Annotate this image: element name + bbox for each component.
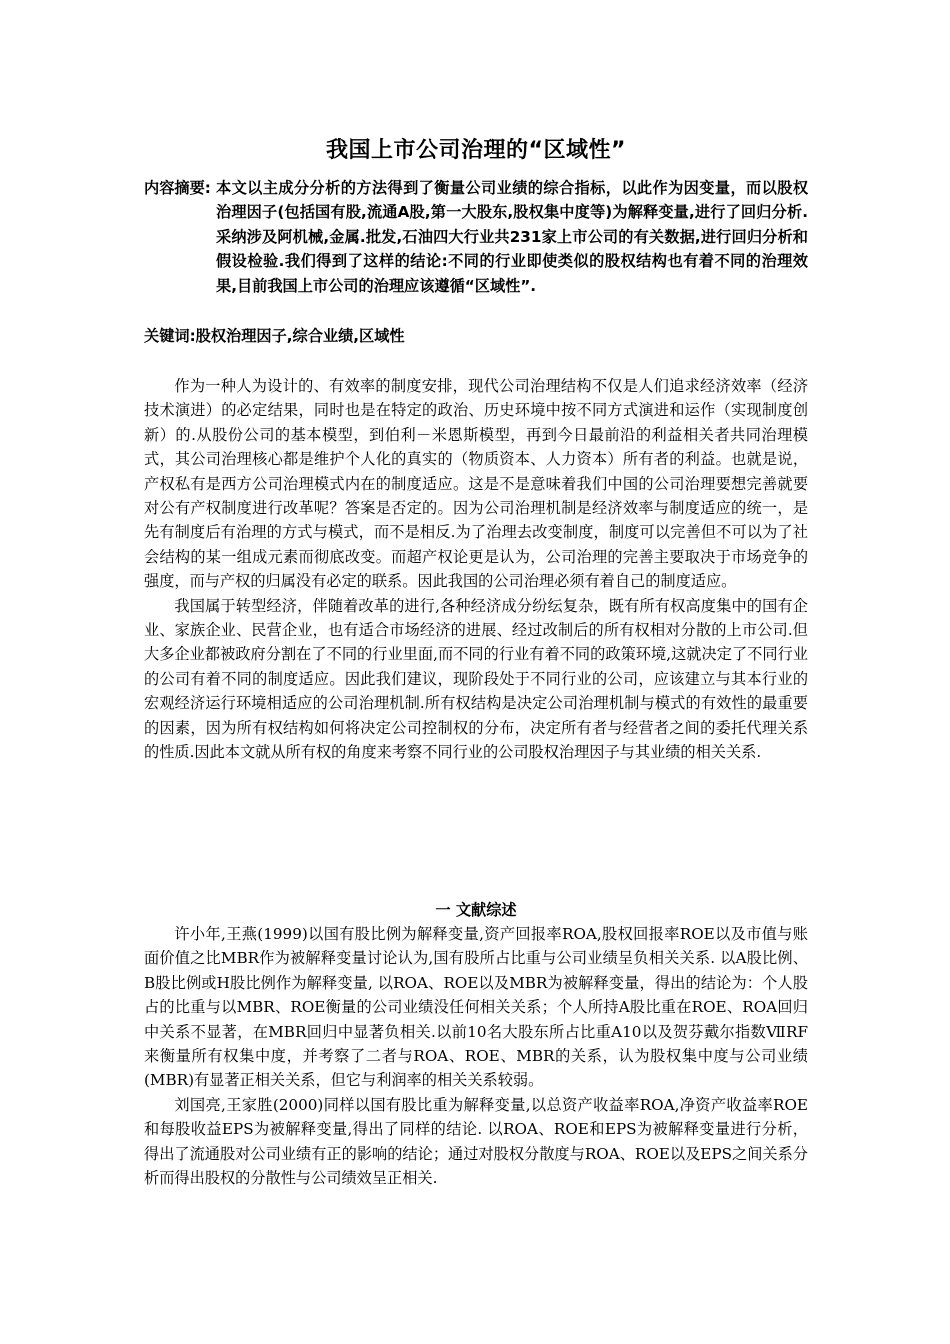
document-title: 我国上市公司治理的“区域性” [326,138,626,163]
abstract-text: 本文以主成分分析的方法得到了衡量公司业绩的综合指标，以此作为因变量，而以股权治理因子(包括国有股,流通A股,第一大股东,股权集中度等)为解释变量,进行了回归分析.采纳涉及阿机械,金属.批发,石油四大行业共231家上市公司的有关数据,进行回归分析和假设检验.我们得到了这样的结论:不同的行业即使类似的股权结构也有着不同的治理效果,目前我国上市公司的治理应该遵循“区域性”. [216,179,808,295]
literature-review-section [144,922,808,1190]
review-paragraph-1: 许小年,王燕(1999)以国有股比例为解释变量,资产回报率ROA,股权回报率ROE以及市值与账面价值之比MBR作为被解释变量讨论认为,国有股所占比重与公司业绩呈负相关关系. 以A股比例、B股比例或H股比例作为解释变量, 以ROA、ROE以及MBR为被解释变量，得出的结论为：个人股占的比重与以MBR、ROE衡量的公司业绩没任何相关关系；个人所持A股比重在ROE、ROA回归中关系不显著，在MBR回归中显著负相关.以前10名大股东所占比重A10以及贺芬戴尔指数ⅦRF来衡量所有权集中度，并考察了二者与ROA、ROE、MBR的关系，认为股权集中度与公司业绩(MBR)有显著正相关关系，但它与利润率的相关关系较弱。 [144,925,808,1090]
keywords-text: 股权治理因子,综合业绩,区域性 [195,327,405,345]
abstract-label: 内容摘要: [144,179,211,197]
section-heading-literature-review: 一 文献综述 [435,901,517,919]
keywords-label: 关键词: [144,327,196,345]
keywords [144,324,808,348]
intro-paragraph-2: 我国属于转型经济，伴随着改革的进行,各种经济成分纷纭复杂，既有所有权高度集中的国有企业、家族企业、民营企业，也有适合市场经济的进展、经过改制后的所有权相对分散的上市公司.但大多企业都被政府分割在了不同的行业里面,而不同的行业有着不同的政策环境,这就决定了不同行业的公司有着不同的制度适应。因此我们建议，现阶段处于不同行业的公司，应该建立与其本行业的宏观经济运行环境相适应的公司治理机制.所有权结构是决定公司治理机制与模式的有效性的最重要的因素，因为所有权结构如何将决定公司控制权的分布，决定所有者与经营者之间的委托代理关系的性质.因此本文就从所有权的角度来考察不同行业的公司股权治理因子与其业绩的相关关系. [144,596,808,762]
review-paragraph-2: 刘国亮,王家胜(2000)同样以国有股比重为解释变量,以总资产收益率ROA,净资产收益率ROE和每股收益EPS为被解释变量,得出了同样的结论. 以ROA、ROE和EPS为被解释变量进行分析，得出了流通股对公司业绩有正的影响的结论；通过对股权分散度与ROA、ROE以及EPS之间关系分析而得出股权的分散性与公司绩效呈正相关. [144,1095,808,1188]
intro-section [144,374,808,765]
abstract [144,176,808,298]
intro-paragraph-1: 作为一种人为设计的、有效率的制度安排，现代公司治理结构不仅是人们追求经济效率（经济技术演进）的必定结果，同时也是在特定的政治、历史环境中按不同方式演进和运作（实现制度创新）的.从股份公司的基本模型，到伯利－米恩斯模型，再到今日最前沿的利益相关者共同治理模式，其公司治理核心都是维护个人化的真实的（物质资本、人力资本）所有者的利益。也就是说，产权私有是西方公司治理模式内在的制度适应。这是不是意味着我们中国的公司治理要想完善就要对公有产权制度进行改革呢？答案是否定的。因为公司治理机制是经济效率与制度适应的统一，是先有制度后有治理的方式与模式，而不是相反.为了治理去改变制度，制度可以完善但不可以为了社会结构的某一组成元素而彻底改变。而超产权论更是认为，公司治理的完善主要取决于市场竞争的强度，而与产权的归属没有必定的联系。因此我国的公司治理必须有着自己的制度适应。 [144,377,808,591]
